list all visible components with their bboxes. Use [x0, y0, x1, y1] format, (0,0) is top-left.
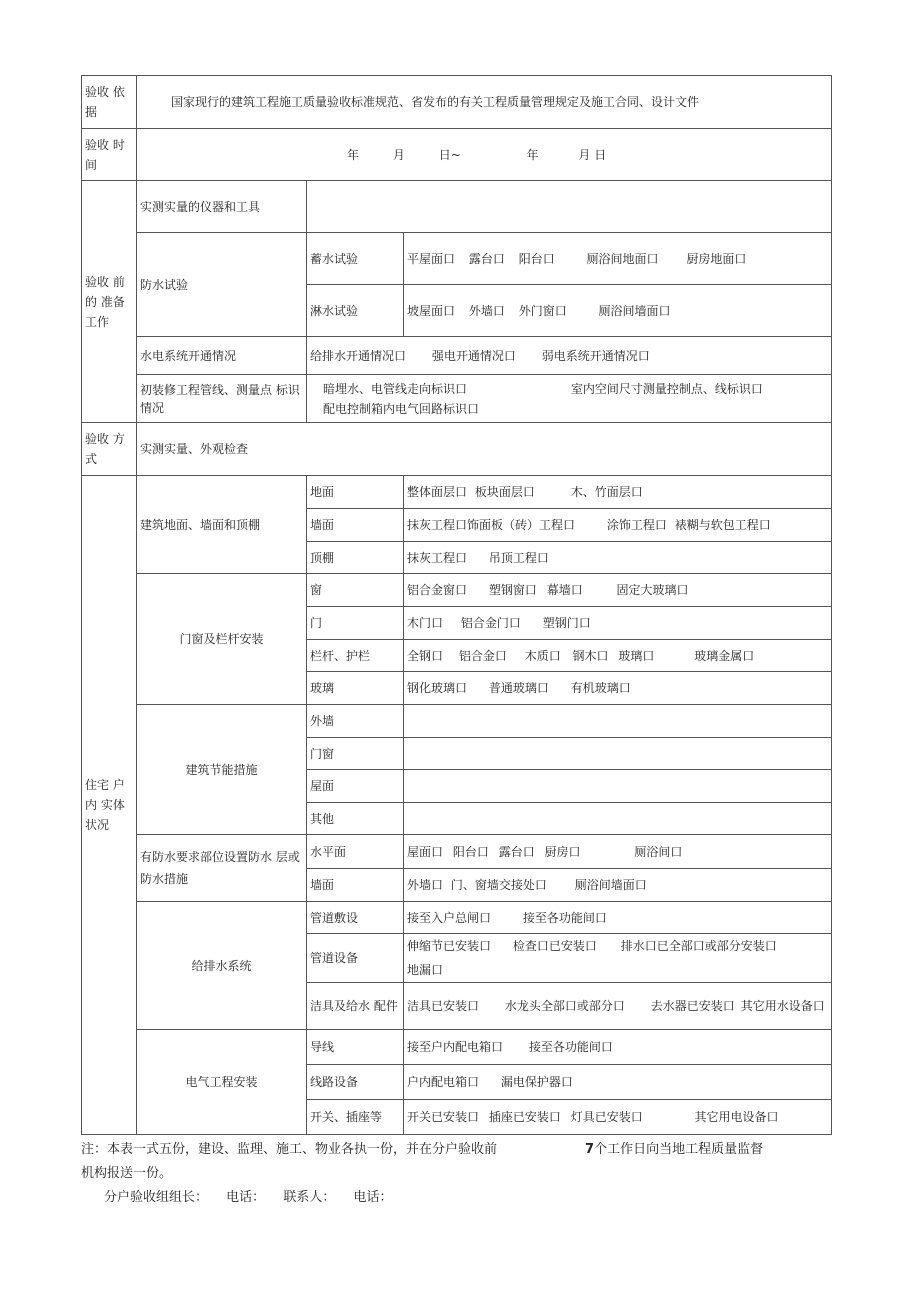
electrical-label: 电气工程安装: [137, 1030, 307, 1135]
option-checkbox[interactable]: 铝合金口: [458, 648, 507, 663]
option-checkbox[interactable]: 幕墙口: [546, 583, 583, 597]
time-month-start: 月: [392, 147, 405, 162]
row-name: 导线: [307, 1030, 404, 1065]
option-checkbox[interactable]: 去水器已安装口: [650, 999, 735, 1013]
option-checkbox[interactable]: 抹灰工程口饰面板（砖）工程口: [407, 518, 576, 532]
option-checkbox[interactable]: 给排水开通情况口: [310, 348, 407, 363]
option-checkbox[interactable]: 露台口: [468, 251, 505, 266]
option-checkbox[interactable]: 塑钢窗口: [488, 583, 537, 597]
energy-label: 建筑节能措施: [137, 705, 307, 835]
option-checkbox[interactable]: 接至各功能间口: [528, 1040, 613, 1054]
option-checkbox[interactable]: 阳台口: [452, 844, 489, 859]
row-value[interactable]: [404, 705, 832, 738]
option-checkbox[interactable]: 户内配电箱口: [407, 1075, 480, 1089]
footnote: [81, 1138, 821, 1186]
row-value[interactable]: [404, 803, 832, 835]
option-checkbox[interactable]: 外门窗口: [518, 303, 567, 318]
row-name: 开关、插座等: [307, 1100, 404, 1135]
row-options[interactable]: [404, 640, 832, 672]
option-checkbox[interactable]: 门、窗墙交接处口: [450, 878, 547, 892]
option-checkbox[interactable]: 玻璃口: [618, 648, 655, 663]
prep-instruments-row: [82, 181, 832, 233]
option-checkbox[interactable]: 接至各功能间口: [522, 910, 607, 925]
option-checkbox[interactable]: 露台口: [498, 844, 535, 859]
footnote-part2: 个工作日向当地工程质量监督: [594, 1142, 764, 1157]
row-name: 玻璃: [307, 672, 404, 705]
row-options[interactable]: [404, 542, 832, 574]
option-checkbox[interactable]: 水龙头全部口或部分口: [504, 999, 625, 1013]
footnote-part1: 注：本表一式五份，建设、监理、施工、物业各执一份，并在分户验收前: [81, 1142, 498, 1157]
row-name: 地面: [307, 476, 404, 509]
option-checkbox[interactable]: 厕浴间墙面口: [598, 303, 671, 318]
option-checkbox[interactable]: 铝合金门口: [460, 616, 521, 630]
row-name: 门: [307, 607, 404, 640]
method-label: 验收 方 式: [82, 423, 137, 476]
row-options[interactable]: [404, 869, 832, 902]
group-leader-label: 分户验收组组长：: [104, 1190, 209, 1205]
time-month-day-end: 月 日: [578, 147, 607, 162]
row-name: 管道设备: [307, 934, 404, 983]
table-row: [82, 835, 832, 869]
row-value[interactable]: [404, 738, 832, 770]
option-checkbox[interactable]: 厕浴间墙面口: [574, 878, 647, 892]
basis-row: [82, 76, 832, 129]
table-row: [82, 476, 832, 509]
prep-spray-options[interactable]: [404, 285, 832, 337]
row-options[interactable]: [404, 835, 832, 869]
option-checkbox[interactable]: 开关已安装口: [407, 1110, 480, 1124]
option-checkbox[interactable]: 板块面层口: [474, 485, 535, 499]
floors-label: 建筑地面、墙面和顶棚: [137, 476, 307, 574]
prep-marking-options[interactable]: [307, 375, 832, 423]
row-name: 线路设备: [307, 1065, 404, 1100]
option-checkbox[interactable]: 普通玻璃口: [488, 681, 549, 695]
option-checkbox[interactable]: 涂饰工程口: [606, 518, 667, 532]
option-checkbox[interactable]: 厕浴间口: [634, 844, 683, 859]
prep-spray-label: 淋水试验: [307, 285, 404, 337]
option-checkbox[interactable]: 坡屋面口: [407, 303, 456, 318]
prep-instruments-value[interactable]: [307, 181, 832, 233]
table-row: [82, 705, 832, 738]
row-options[interactable]: [404, 509, 832, 542]
prep-waterproof-label: 防水试验: [137, 233, 307, 337]
option-checkbox[interactable]: 塑钢门口: [542, 616, 591, 630]
row-name: 洁具及给水 配件: [307, 983, 404, 1030]
option-checkbox[interactable]: 室内空间尺寸测量控制点、线标识口: [570, 381, 763, 396]
row-options[interactable]: [404, 476, 832, 509]
table-row: [82, 1030, 832, 1065]
time-row: [82, 129, 832, 181]
option-checkbox[interactable]: 玻璃金属口: [694, 648, 755, 663]
footnote-days: 7: [585, 1142, 595, 1157]
prep-utilities-options[interactable]: [307, 337, 832, 375]
waterproofing-label: 有防水要求部位设置防水 层或防水措施: [137, 835, 307, 902]
option-checkbox[interactable]: 阳台口: [518, 251, 555, 266]
option-checkbox[interactable]: 木、竹面层口: [570, 485, 643, 499]
prep-label: 验收 前 的 准备 工作: [82, 181, 137, 423]
option-checkbox[interactable]: 暗埋水、电管线走向标识口: [323, 381, 468, 396]
option-checkbox[interactable]: 检查口已安装口: [512, 939, 597, 953]
option-checkbox[interactable]: 接至入户总闸口: [407, 910, 492, 925]
row-name: 水平面: [307, 835, 404, 869]
row-name: 外墙: [307, 705, 404, 738]
method-text: 实测实量、外观检查: [137, 423, 832, 476]
option-checkbox[interactable]: 钢化玻璃口: [407, 681, 468, 695]
option-checkbox[interactable]: 强电开通情况口: [431, 348, 516, 363]
option-checkbox[interactable]: 厕浴间地面口: [586, 251, 659, 266]
time-fields[interactable]: [137, 129, 832, 181]
option-checkbox[interactable]: 裱糊与软包工程口: [674, 518, 771, 532]
row-options[interactable]: [404, 574, 832, 607]
option-checkbox[interactable]: 其它用电设备口: [694, 1110, 779, 1124]
doors-label: 门窗及栏杆安装: [137, 574, 307, 705]
method-row: [82, 423, 832, 476]
time-label: 验收 时 间: [82, 129, 137, 181]
row-options[interactable]: [404, 983, 832, 1030]
option-checkbox[interactable]: 固定大玻璃口: [616, 583, 689, 597]
option-checkbox[interactable]: 厨房口: [544, 844, 581, 859]
prep-storage-row: [82, 233, 832, 285]
time-year-end: 年: [526, 147, 539, 162]
option-checkbox[interactable]: 整体面层口: [407, 485, 468, 499]
row-options[interactable]: [404, 607, 832, 640]
prep-storage-label: 蓄水试验: [307, 233, 404, 285]
option-checkbox[interactable]: 钢木口: [572, 648, 609, 663]
row-name: 屋面: [307, 770, 404, 803]
option-checkbox[interactable]: 外墙口: [407, 878, 444, 892]
option-checkbox[interactable]: 平屋面口: [407, 251, 456, 266]
option-checkbox[interactable]: 外墙口: [468, 303, 505, 318]
row-name: 其他: [307, 803, 404, 835]
option-checkbox[interactable]: 全钢口: [407, 648, 444, 663]
option-checkbox[interactable]: 屋面口: [407, 844, 444, 859]
signature-line: [104, 1188, 406, 1208]
option-checkbox[interactable]: 木质口: [524, 648, 561, 663]
row-name: 窗: [307, 574, 404, 607]
option-checkbox[interactable]: 插座已安装口: [488, 1110, 561, 1124]
prep-marking-row: [82, 375, 832, 423]
row-value[interactable]: [404, 770, 832, 803]
leader-phone-label: 电话：: [226, 1190, 266, 1205]
prep-utilities-label: 水电系统开通情况: [137, 337, 307, 375]
option-checkbox[interactable]: 洁具已安装口: [407, 999, 480, 1013]
option-checkbox[interactable]: 地漏口: [407, 963, 444, 977]
prep-storage-options[interactable]: [404, 233, 832, 285]
row-options[interactable]: [404, 934, 832, 983]
option-checkbox[interactable]: 抹灰工程口: [407, 550, 468, 565]
basis-label: 验收 依 据: [82, 76, 137, 129]
option-checkbox[interactable]: 灯具已安装口: [570, 1110, 643, 1124]
table-row: [82, 902, 832, 934]
row-name: 墙面: [307, 509, 404, 542]
time-year-start: 年: [347, 147, 360, 162]
prep-utilities-row: [82, 337, 832, 375]
option-checkbox[interactable]: 厨房地面口: [686, 251, 747, 266]
option-checkbox[interactable]: 排水口已全部口或部分安装口: [620, 939, 777, 953]
contact-phone-label: 电话：: [353, 1190, 393, 1205]
option-checkbox[interactable]: 漏电保护器口: [500, 1075, 573, 1089]
row-options[interactable]: [404, 672, 832, 705]
row-name: 墙面: [307, 869, 404, 902]
basis-text: 国家现行的建筑工程施工质量验收标准规范、省发布的有关工程质量管理规定及施工合同、设计文件: [137, 76, 832, 129]
row-options[interactable]: [404, 902, 832, 934]
option-checkbox[interactable]: 木门口: [407, 616, 444, 630]
option-checkbox[interactable]: 配电控制箱内电气回路标识口: [323, 401, 480, 416]
row-options[interactable]: [404, 1100, 832, 1135]
acceptance-form-table: [81, 75, 832, 1135]
row-name: 管道敷设: [307, 902, 404, 934]
plumbing-label: 给排水系统: [137, 902, 307, 1030]
option-checkbox[interactable]: 其它用水设备口: [740, 999, 825, 1013]
row-name: 栏杆、护栏: [307, 640, 404, 672]
row-name: 门窗: [307, 738, 404, 770]
option-checkbox[interactable]: 伸缩节已安装口: [407, 939, 492, 953]
prep-marking-label: 初装修工程管线、测量点 标识情况: [137, 375, 307, 423]
option-checkbox[interactable]: 有机玻璃口: [570, 681, 631, 695]
time-day-start: 日~: [438, 147, 461, 162]
option-checkbox[interactable]: 吊顶工程口: [488, 550, 549, 565]
row-options[interactable]: [404, 1065, 832, 1100]
table-row: [82, 574, 832, 607]
row-name: 顶棚: [307, 542, 404, 574]
option-checkbox[interactable]: 铝合金窗口: [407, 583, 468, 597]
option-checkbox[interactable]: 弱电系统开通情况口: [541, 348, 650, 363]
row-options[interactable]: [404, 1030, 832, 1065]
option-checkbox[interactable]: 接至户内配电箱口: [407, 1040, 504, 1054]
entity-label: 住宅 户 内 实体 状况: [82, 476, 137, 1135]
prep-instruments-label: 实测实量的仪器和工具: [137, 181, 307, 233]
footnote-part3: 机构报送一份。: [81, 1166, 173, 1181]
contact-label: 联系人：: [283, 1190, 336, 1205]
